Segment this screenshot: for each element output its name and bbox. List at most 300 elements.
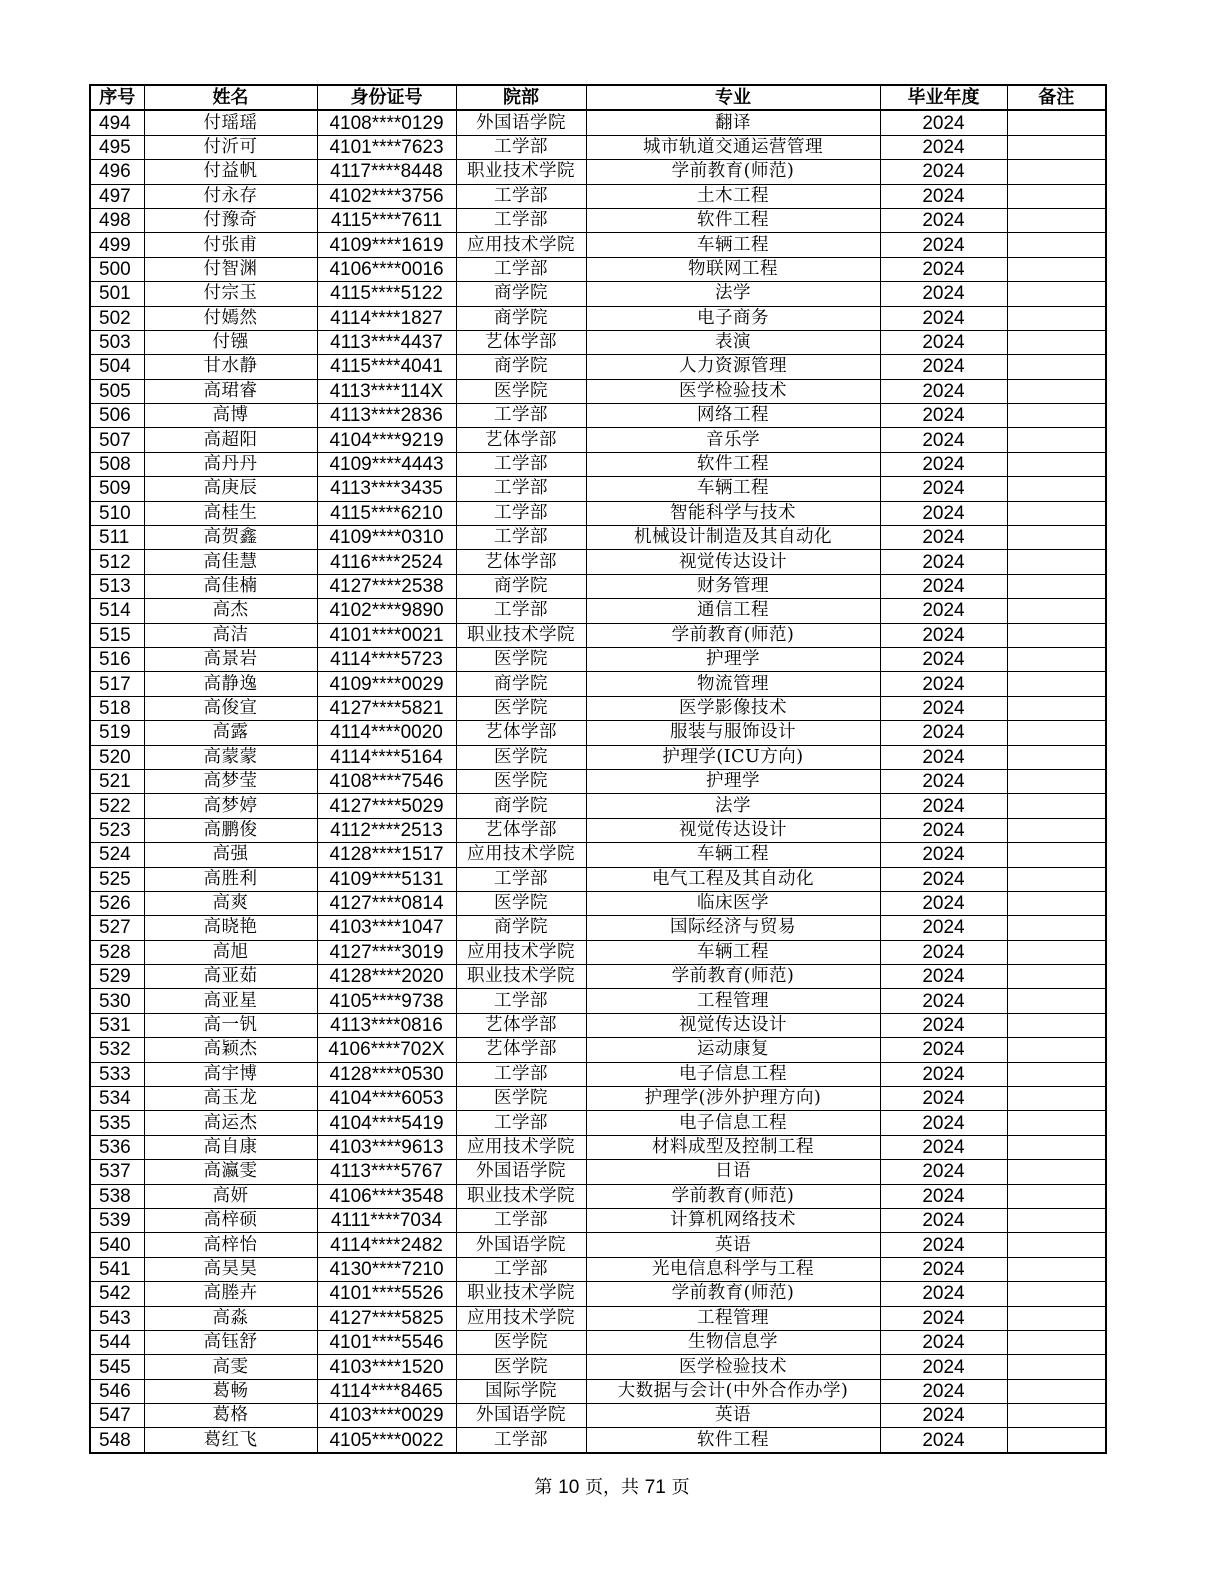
cell-id-number: 4113****114X [317,379,456,403]
cell-index: 512 [90,550,144,574]
footer-middle: 页，共 [579,1477,645,1498]
cell-id-number: 4114****1827 [317,306,456,330]
cell-major: 护理学 [586,769,880,793]
cell-graduation-year: 2024 [880,721,1007,745]
cell-id-number: 4103****9613 [317,1135,456,1159]
cell-major: 学前教育(师范) [586,965,880,989]
cell-major: 音乐学 [586,428,880,452]
cell-index: 504 [90,355,144,379]
cell-graduation-year: 2024 [880,184,1007,208]
cell-id-number: 4112****2513 [317,818,456,842]
table-row [90,1111,1106,1135]
cell-graduation-year: 2024 [880,940,1007,964]
cell-graduation-year: 2024 [880,1355,1007,1379]
cell-id-number: 4102****9890 [317,599,456,623]
graduate-list-table [89,84,1107,1454]
cell-remarks [1007,989,1106,1013]
cell-major: 财务管理 [586,574,880,598]
cell-name: 付智渊 [144,257,317,281]
table-row [90,1428,1106,1453]
cell-graduation-year: 2024 [880,110,1007,135]
table-row [90,208,1106,232]
table-header-row [90,85,1106,110]
cell-major: 土木工程 [586,184,880,208]
cell-remarks [1007,769,1106,793]
cell-name: 甘水静 [144,355,317,379]
table-row [90,965,1106,989]
table-row [90,330,1106,354]
cell-name: 高蒙蒙 [144,745,317,769]
cell-major: 物流管理 [586,672,880,696]
cell-id-number: 4113****0816 [317,1013,456,1037]
cell-department: 艺体学部 [456,330,586,354]
table-row [90,1087,1106,1111]
cell-department: 医学院 [456,696,586,720]
cell-index: 546 [90,1379,144,1403]
cell-id-number: 4101****5526 [317,1282,456,1306]
cell-index: 501 [90,282,144,306]
cell-name: 付嫣然 [144,306,317,330]
cell-index: 536 [90,1135,144,1159]
cell-department: 商学院 [456,794,586,818]
cell-remarks [1007,160,1106,184]
cell-id-number: 4113****5767 [317,1160,456,1184]
cell-index: 495 [90,135,144,159]
cell-id-number: 4127****5825 [317,1306,456,1330]
table-row [90,501,1106,525]
cell-graduation-year: 2024 [880,1087,1007,1111]
table-row [90,794,1106,818]
cell-graduation-year: 2024 [880,1208,1007,1232]
cell-remarks [1007,1257,1106,1281]
cell-department: 职业技术学院 [456,1282,586,1306]
table-row [90,1013,1106,1037]
cell-name: 高雯 [144,1355,317,1379]
column-header-index: 序号 [90,85,144,110]
cell-major: 表演 [586,330,880,354]
cell-name: 高颖杰 [144,1038,317,1062]
cell-remarks [1007,794,1106,818]
cell-index: 547 [90,1404,144,1428]
cell-id-number: 4116****2524 [317,550,456,574]
cell-index: 517 [90,672,144,696]
cell-index: 540 [90,1233,144,1257]
cell-department: 工学部 [456,1208,586,1232]
cell-id-number: 4113****4437 [317,330,456,354]
cell-name: 高珺睿 [144,379,317,403]
cell-department: 工学部 [456,989,586,1013]
current-page-number: 10 [558,1477,580,1498]
table-row [90,452,1106,476]
footer-suffix: 页 [665,1477,690,1498]
cell-index: 507 [90,428,144,452]
cell-id-number: 4109****1619 [317,233,456,257]
cell-index: 518 [90,696,144,720]
cell-graduation-year: 2024 [880,1257,1007,1281]
cell-id-number: 4101****5546 [317,1330,456,1354]
cell-name: 高超阳 [144,428,317,452]
cell-major: 机械设计制造及其自动化 [586,526,880,550]
cell-remarks [1007,330,1106,354]
cell-major: 大数据与会计(中外合作办学) [586,1379,880,1403]
cell-department: 商学院 [456,282,586,306]
cell-name: 高桂生 [144,501,317,525]
table-row [90,233,1106,257]
table-row [90,1038,1106,1062]
cell-department: 工学部 [456,526,586,550]
cell-department: 商学院 [456,672,586,696]
cell-remarks [1007,257,1106,281]
cell-graduation-year: 2024 [880,1428,1007,1453]
cell-name: 高亚星 [144,989,317,1013]
cell-graduation-year: 2024 [880,965,1007,989]
cell-department: 应用技术学院 [456,1306,586,1330]
table-row [90,721,1106,745]
cell-index: 529 [90,965,144,989]
cell-department: 医学院 [456,647,586,671]
cell-department: 外国语学院 [456,1233,586,1257]
cell-name: 付张甫 [144,233,317,257]
cell-major: 学前教育(师范) [586,623,880,647]
cell-name: 高洁 [144,623,317,647]
cell-index: 538 [90,1184,144,1208]
table-row [90,1306,1106,1330]
cell-department: 艺体学部 [456,428,586,452]
cell-graduation-year: 2024 [880,818,1007,842]
cell-graduation-year: 2024 [880,160,1007,184]
cell-graduation-year: 2024 [880,843,1007,867]
cell-graduation-year: 2024 [880,1330,1007,1354]
cell-department: 工学部 [456,867,586,891]
cell-graduation-year: 2024 [880,1184,1007,1208]
cell-index: 521 [90,769,144,793]
cell-major: 学前教育(师范) [586,160,880,184]
cell-remarks [1007,404,1106,428]
cell-graduation-year: 2024 [880,867,1007,891]
cell-id-number: 4127****3019 [317,940,456,964]
cell-department: 艺体学部 [456,550,586,574]
cell-remarks [1007,184,1106,208]
cell-major: 智能科学与技术 [586,501,880,525]
cell-remarks [1007,721,1106,745]
table-row [90,1208,1106,1232]
cell-index: 545 [90,1355,144,1379]
cell-name: 高贺鑫 [144,526,317,550]
cell-id-number: 4115****6210 [317,501,456,525]
table-body [90,110,1106,1452]
cell-index: 508 [90,452,144,476]
cell-remarks [1007,672,1106,696]
cell-department: 医学院 [456,1355,586,1379]
cell-name: 付豫奇 [144,208,317,232]
table-row [90,1062,1106,1086]
cell-remarks [1007,1160,1106,1184]
cell-department: 工学部 [456,184,586,208]
cell-graduation-year: 2024 [880,1062,1007,1086]
cell-graduation-year: 2024 [880,1038,1007,1062]
cell-graduation-year: 2024 [880,452,1007,476]
cell-id-number: 4115****7611 [317,208,456,232]
cell-id-number: 4105****0022 [317,1428,456,1453]
cell-graduation-year: 2024 [880,404,1007,428]
cell-department: 国际学院 [456,1379,586,1403]
table-row [90,550,1106,574]
table-row [90,745,1106,769]
cell-index: 503 [90,330,144,354]
cell-department: 应用技术学院 [456,1135,586,1159]
cell-remarks [1007,135,1106,159]
table-row [90,1282,1106,1306]
table-row [90,1355,1106,1379]
cell-major: 运动康复 [586,1038,880,1062]
cell-remarks [1007,843,1106,867]
cell-id-number: 4103****1520 [317,1355,456,1379]
cell-name: 高景岩 [144,647,317,671]
cell-major: 光电信息科学与工程 [586,1257,880,1281]
cell-remarks [1007,1087,1106,1111]
cell-graduation-year: 2024 [880,696,1007,720]
cell-major: 人力资源管理 [586,355,880,379]
cell-department: 工学部 [456,1111,586,1135]
cell-graduation-year: 2024 [880,745,1007,769]
cell-id-number: 4115****4041 [317,355,456,379]
cell-major: 计算机网络技术 [586,1208,880,1232]
column-header-department: 院部 [456,85,586,110]
table-row [90,599,1106,623]
cell-department: 艺体学部 [456,818,586,842]
cell-id-number: 4114****5723 [317,647,456,671]
cell-name: 葛格 [144,1404,317,1428]
cell-id-number: 4108****0129 [317,110,456,135]
cell-graduation-year: 2024 [880,501,1007,525]
cell-graduation-year: 2024 [880,623,1007,647]
cell-id-number: 4106****3548 [317,1184,456,1208]
cell-graduation-year: 2024 [880,208,1007,232]
cell-major: 英语 [586,1404,880,1428]
cell-id-number: 4117****8448 [317,160,456,184]
cell-graduation-year: 2024 [880,794,1007,818]
cell-name: 高丹丹 [144,452,317,476]
cell-index: 505 [90,379,144,403]
cell-department: 工学部 [456,208,586,232]
cell-id-number: 4109****0310 [317,526,456,550]
table-row [90,818,1106,842]
cell-graduation-year: 2024 [880,1013,1007,1037]
cell-name: 付瑶瑶 [144,110,317,135]
cell-graduation-year: 2024 [880,1111,1007,1135]
cell-remarks [1007,1135,1106,1159]
cell-id-number: 4127****5821 [317,696,456,720]
cell-remarks [1007,916,1106,940]
cell-remarks [1007,208,1106,232]
cell-name: 付益帆 [144,160,317,184]
cell-name: 高淼 [144,1306,317,1330]
cell-id-number: 4114****2482 [317,1233,456,1257]
cell-name: 高鹏俊 [144,818,317,842]
cell-index: 525 [90,867,144,891]
column-header-name: 姓名 [144,85,317,110]
cell-index: 522 [90,794,144,818]
cell-remarks [1007,1306,1106,1330]
cell-remarks [1007,647,1106,671]
cell-id-number: 4127****2538 [317,574,456,598]
cell-id-number: 4113****2836 [317,404,456,428]
cell-graduation-year: 2024 [880,477,1007,501]
cell-department: 工学部 [456,404,586,428]
cell-id-number: 4101****0021 [317,623,456,647]
cell-major: 服装与服饰设计 [586,721,880,745]
cell-graduation-year: 2024 [880,135,1007,159]
cell-major: 翻译 [586,110,880,135]
cell-remarks [1007,1038,1106,1062]
cell-index: 532 [90,1038,144,1062]
cell-remarks [1007,550,1106,574]
cell-department: 工学部 [456,477,586,501]
cell-graduation-year: 2024 [880,1160,1007,1184]
cell-graduation-year: 2024 [880,282,1007,306]
cell-index: 544 [90,1330,144,1354]
cell-index: 523 [90,818,144,842]
cell-index: 502 [90,306,144,330]
cell-index: 526 [90,891,144,915]
cell-remarks [1007,1282,1106,1306]
cell-remarks [1007,282,1106,306]
cell-graduation-year: 2024 [880,306,1007,330]
table-row [90,1233,1106,1257]
cell-graduation-year: 2024 [880,891,1007,915]
cell-id-number: 4104****6053 [317,1087,456,1111]
cell-major: 车辆工程 [586,843,880,867]
cell-name: 高静逸 [144,672,317,696]
cell-department: 医学院 [456,1330,586,1354]
cell-remarks [1007,599,1106,623]
cell-department: 职业技术学院 [456,1184,586,1208]
cell-major: 材料成型及控制工程 [586,1135,880,1159]
cell-major: 车辆工程 [586,477,880,501]
cell-graduation-year: 2024 [880,989,1007,1013]
cell-name: 付镪 [144,330,317,354]
cell-major: 电子信息工程 [586,1111,880,1135]
cell-name: 高晓艳 [144,916,317,940]
footer-prefix: 第 [534,1477,559,1498]
table-row [90,1160,1106,1184]
cell-name: 高钰舒 [144,1330,317,1354]
cell-department: 工学部 [456,599,586,623]
cell-department: 工学部 [456,257,586,281]
table-row [90,477,1106,501]
cell-graduation-year: 2024 [880,1379,1007,1403]
cell-name: 高博 [144,404,317,428]
cell-remarks [1007,1208,1106,1232]
cell-index: 497 [90,184,144,208]
table-row [90,1257,1106,1281]
cell-remarks [1007,233,1106,257]
table-row [90,867,1106,891]
cell-id-number: 4106****0016 [317,257,456,281]
cell-index: 498 [90,208,144,232]
cell-index: 494 [90,110,144,135]
cell-major: 医学检验技术 [586,379,880,403]
cell-id-number: 4109****5131 [317,867,456,891]
table-row [90,916,1106,940]
cell-remarks [1007,1330,1106,1354]
cell-graduation-year: 2024 [880,647,1007,671]
cell-department: 工学部 [456,1428,586,1453]
cell-index: 511 [90,526,144,550]
cell-index: 500 [90,257,144,281]
cell-department: 商学院 [456,916,586,940]
cell-department: 工学部 [456,1257,586,1281]
table-row [90,355,1106,379]
table-row [90,1330,1106,1354]
cell-major: 法学 [586,282,880,306]
table-row [90,110,1106,135]
cell-name: 葛畅 [144,1379,317,1403]
cell-major: 城市轨道交通运营管理 [586,135,880,159]
table-row [90,696,1106,720]
table-row [90,989,1106,1013]
cell-id-number: 4128****0530 [317,1062,456,1086]
cell-remarks [1007,1062,1106,1086]
cell-graduation-year: 2024 [880,769,1007,793]
cell-major: 临床医学 [586,891,880,915]
cell-name: 付永存 [144,184,317,208]
cell-remarks [1007,1355,1106,1379]
cell-department: 医学院 [456,1087,586,1111]
cell-department: 医学院 [456,769,586,793]
table-row [90,623,1106,647]
cell-major: 电子商务 [586,306,880,330]
cell-id-number: 4128****2020 [317,965,456,989]
cell-major: 视觉传达设计 [586,818,880,842]
cell-remarks [1007,891,1106,915]
cell-major: 车辆工程 [586,233,880,257]
cell-remarks [1007,696,1106,720]
cell-remarks [1007,477,1106,501]
cell-department: 外国语学院 [456,1160,586,1184]
cell-name: 高昊昊 [144,1257,317,1281]
cell-department: 外国语学院 [456,110,586,135]
cell-major: 学前教育(师范) [586,1282,880,1306]
cell-index: 534 [90,1087,144,1111]
cell-id-number: 4113****3435 [317,477,456,501]
page-footer [0,1473,1224,1499]
cell-index: 539 [90,1208,144,1232]
cell-index: 509 [90,477,144,501]
cell-remarks [1007,1404,1106,1428]
table-row [90,379,1106,403]
cell-graduation-year: 2024 [880,916,1007,940]
cell-id-number: 4101****7623 [317,135,456,159]
cell-name: 高佳楠 [144,574,317,598]
cell-department: 商学院 [456,306,586,330]
table-row [90,891,1106,915]
cell-id-number: 4114****5164 [317,745,456,769]
table-row [90,843,1106,867]
cell-name: 高妍 [144,1184,317,1208]
cell-major: 车辆工程 [586,940,880,964]
cell-name: 高爽 [144,891,317,915]
cell-major: 医学检验技术 [586,1355,880,1379]
cell-department: 职业技术学院 [456,623,586,647]
cell-name: 高玉龙 [144,1087,317,1111]
cell-id-number: 4111****7034 [317,1208,456,1232]
table-row [90,404,1106,428]
cell-department: 商学院 [456,355,586,379]
cell-id-number: 4102****3756 [317,184,456,208]
cell-department: 工学部 [456,135,586,159]
cell-index: 520 [90,745,144,769]
